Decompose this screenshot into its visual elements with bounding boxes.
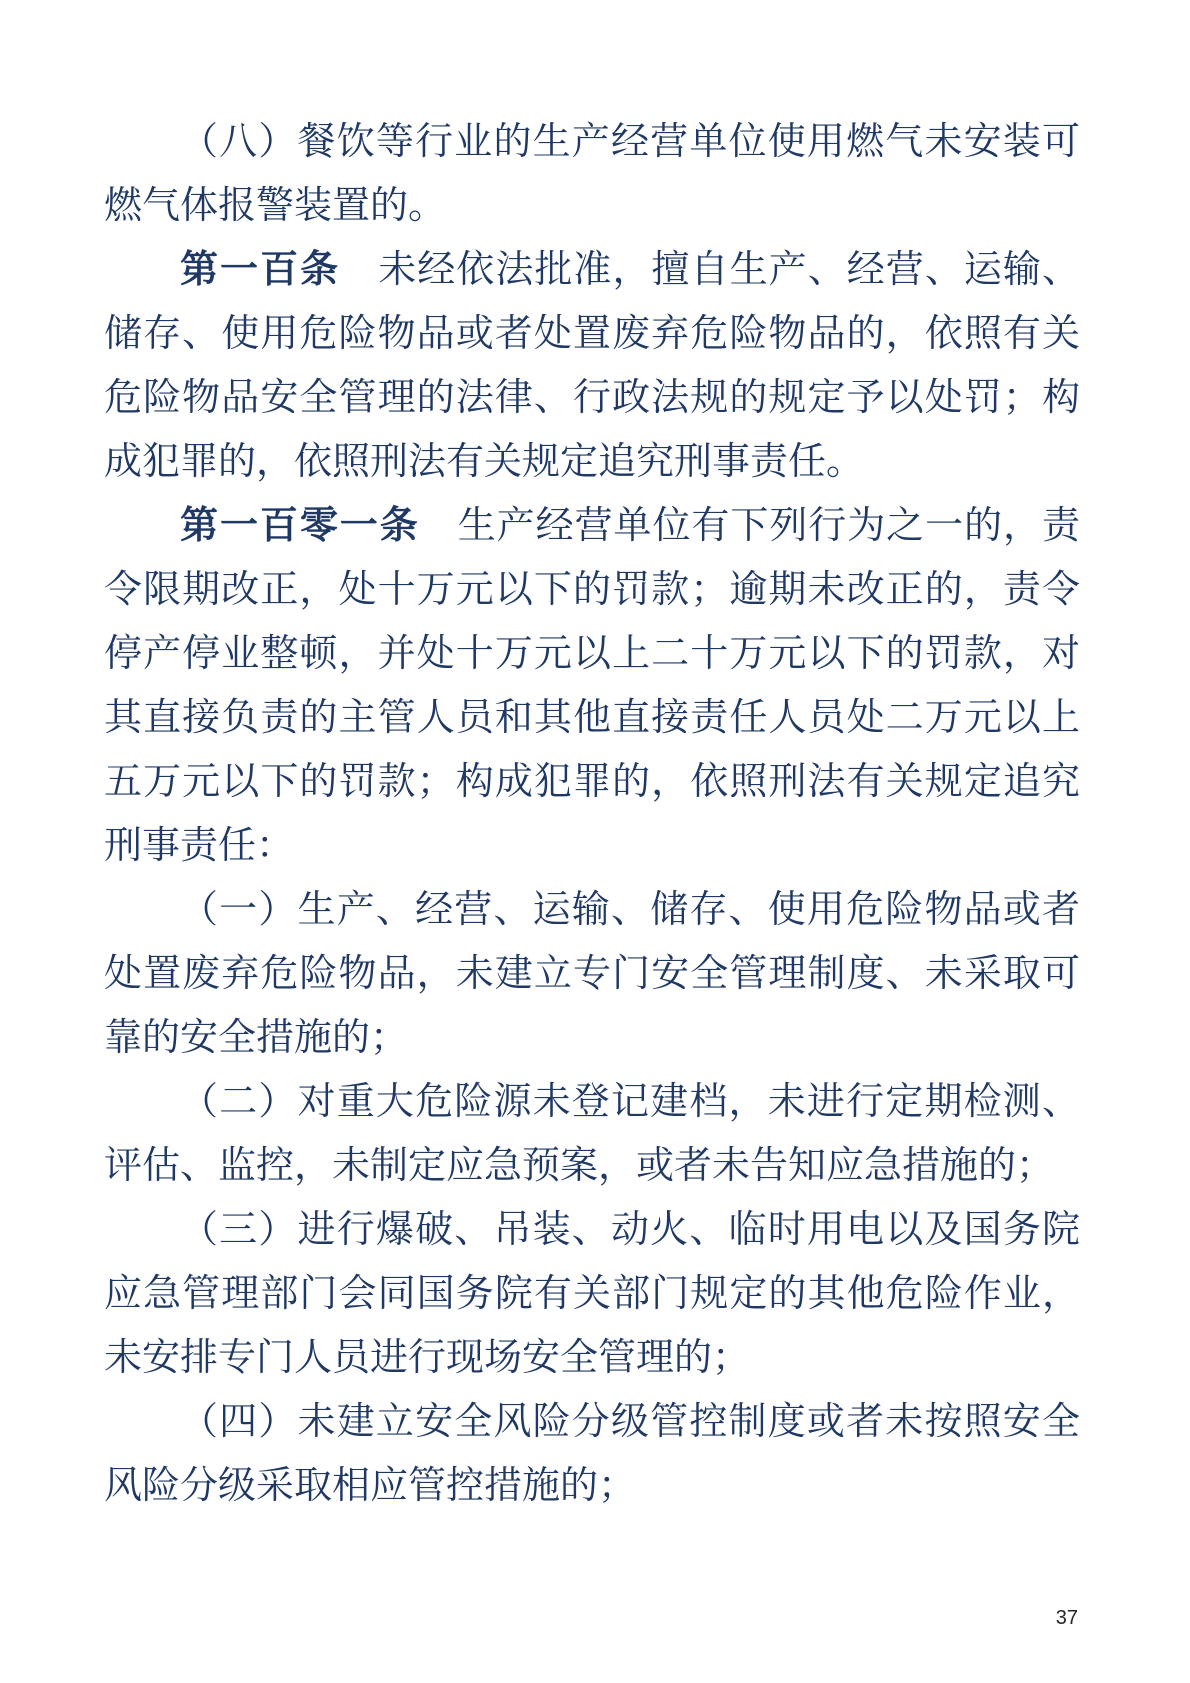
paragraph-text: （一）生产、经营、运输、储存、使用危险物品或者处置废弃危险物品，未建立专门安全管理制度、未采取可靠的安全措施的； [104,889,1080,1059]
document-body [104,110,1080,1518]
paragraph-text: （三）进行爆破、吊装、动火、临时用电以及国务院应急管理部门会同国务院有关部门规定的其他危险作业，未安排专门人员进行现场安全管理的； [104,1209,1080,1379]
paragraph-item-1 [104,878,1080,1070]
paragraph-text: （八）餐饮等行业的生产经营单位使用燃气未安装可燃气体报警装置的。 [104,121,1080,227]
article-number: 第一百条 [180,249,341,291]
paragraph-text: （四）未建立安全风险分级管控制度或者未按照安全风险分级采取相应管控措施的； [104,1401,1080,1507]
paragraph-item-4 [104,1390,1080,1518]
article-number: 第一百零一条 [180,505,420,547]
paragraph-text: 生产经营单位有下列行为之一的，责令限期改正，处十万元以下的罚款；逾期未改正的，责令停产停业整顿，并处十万元以上二十万元以下的罚款，对其直接负责的主管人员和其他直接责任人员处二万元以上五万元以下的罚款；构成犯罪的，依照刑法有关规定追究刑事责任： [104,505,1080,867]
paragraph-article-101 [104,494,1080,878]
paragraph-text: 未经依法批准，擅自生产、经营、运输、储存、使用危险物品或者处置废弃危险物品的，依照有关危险物品安全管理的法律、行政法规的规定予以处罚；构成犯罪的，依照刑法有关规定追究刑事责任。 [104,249,1080,483]
paragraph-article-100 [104,238,1080,494]
paragraph-item-3 [104,1198,1080,1390]
paragraph-item-2 [104,1070,1080,1198]
paragraph-text: （二）对重大危险源未登记建档，未进行定期检测、评估、监控，未制定应急预案，或者未告知应急措施的； [104,1081,1080,1187]
paragraph-item-8 [104,110,1080,238]
page-number: 37 [1055,1607,1078,1629]
